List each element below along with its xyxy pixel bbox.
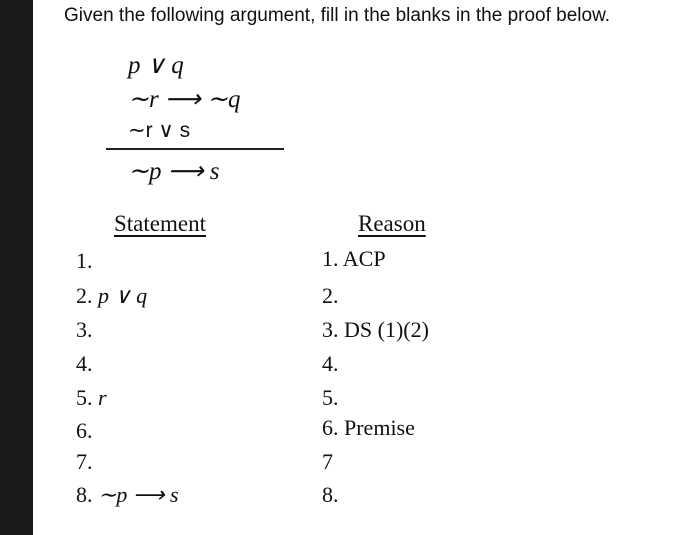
statement-text: ∼p ⟶ s — [98, 482, 179, 507]
statement-number: 7. — [76, 449, 93, 474]
statement-row — [76, 418, 93, 444]
reason-row: 4. — [322, 351, 339, 376]
reason-row: 1. ACP — [322, 246, 386, 271]
statement-row — [76, 449, 93, 475]
statement-row — [76, 317, 93, 343]
statement-row — [76, 351, 93, 377]
statement-text: p ∨ q — [98, 283, 148, 308]
argument-conclusion: ∼p ⟶ s — [128, 158, 220, 185]
statement-number: 5. — [76, 385, 93, 410]
reason-row: 6. Premise — [322, 415, 415, 440]
reason-row: 7 — [322, 449, 333, 474]
statement-number: 6. — [76, 418, 93, 443]
statement-number: 8. — [76, 482, 93, 507]
instruction-text: Given the following argument, fill in the blanks in the proof below. — [64, 5, 611, 26]
statement-row — [76, 283, 147, 309]
statement-number: 2. — [76, 283, 93, 308]
reason-row: 2. — [322, 283, 339, 308]
reason-row: 8. — [322, 482, 339, 507]
argument-divider-line — [106, 148, 284, 150]
statement-row — [76, 248, 93, 274]
statement-row — [76, 385, 107, 411]
statement-row — [76, 482, 179, 508]
statement-number: 4. — [76, 351, 93, 376]
reason-row: 3. DS (1)(2) — [322, 317, 429, 342]
reason-column-header: Reason — [358, 211, 426, 236]
premise-2: ∼r ⟶ ∼q — [128, 86, 241, 113]
reason-row: 5. — [322, 385, 339, 410]
statement-number: 1. — [76, 248, 93, 273]
premise-1: p ∨ q — [128, 52, 184, 79]
statement-text: r — [98, 385, 107, 410]
statement-number: 3. — [76, 317, 93, 342]
statement-column-header: Statement — [114, 211, 206, 236]
premise-3: ∼r ∨ s — [128, 119, 191, 142]
